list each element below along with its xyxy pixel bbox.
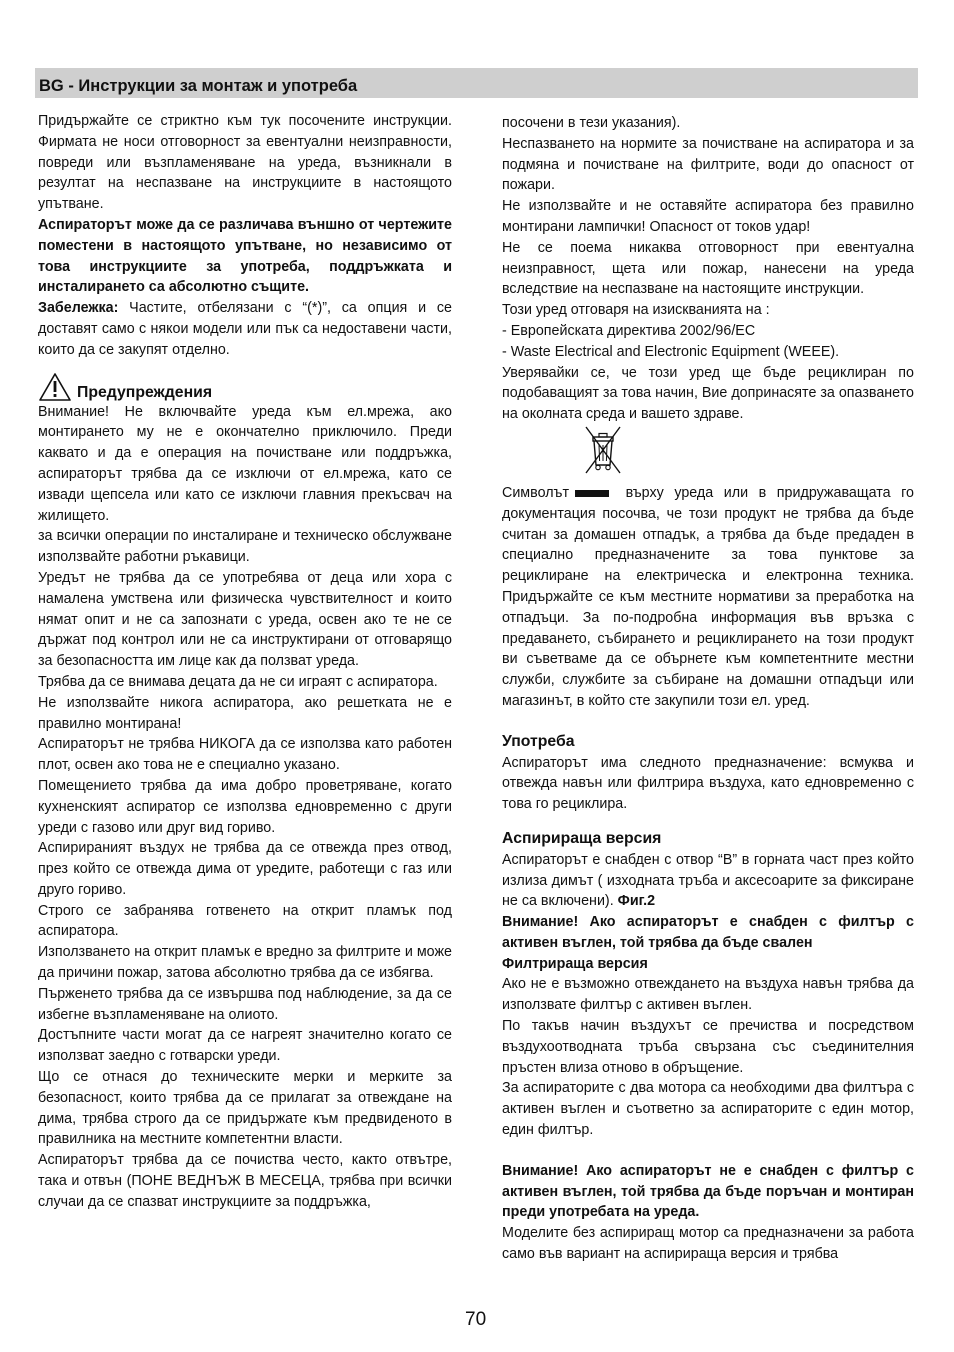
warning-paragraph: Не използвайте никога аспиратора, ако решетката не е правилно монтирана!	[38, 694, 452, 732]
spacer	[502, 815, 914, 829]
aspirating-paragraph	[502, 850, 914, 912]
left-column	[38, 111, 452, 1213]
intro-paragraph: Придържайте се стриктно към тук посочените инструкции. Фирмата не носи отговорност за евентуални неизправности, повреди или възпламеняване на уреда, възникнали в резултат на неспазване на инструкциите в настоящото упътване.	[38, 113, 452, 213]
warning-paragraph: Внимание! Не включвайте уреда към ел.мрежа, ако монтирането му не е окончателно приключило. Преди каквато и да е операция на почистване или поддръжка, аспираторът трябва да се изключи от ел.мрежа, като се извади щепсела или като се изключи главния прекъсвач на жилището.	[38, 403, 452, 524]
page-number: 70	[465, 1309, 487, 1330]
note-label: Забележка:	[38, 300, 119, 317]
warning-paragraph: за всички операции по инсталиране и техническо обслужване използвайте работни ръкавици.	[38, 528, 452, 566]
spacer	[502, 712, 914, 732]
warning-paragraph: Аспираторът трябва да се почиства често, както отвътре, така и отвън (ПОНЕ ВЕДНЪЖ В МЕСЕЦА, трябва при всички случаи да се спазват инструкциите за поддръжка,	[38, 1152, 452, 1210]
crossed-bin-icon	[582, 425, 624, 475]
filter-paragraph: Ако не е възможно отвеждането на въздуха навън трябва да използвате филтър с активен въглен.	[502, 976, 914, 1014]
final-paragraph: Моделите без аспириращ мотор са предназначени за работа само във вариант на аспирираща версия и трябва	[502, 1225, 914, 1263]
warning-triangle-icon	[38, 372, 72, 402]
filter-paragraph: За аспираторите с два мотора са необходими два филтъра с активен въглен и съответно за аспираторите с един мотор, един филтър.	[502, 1080, 914, 1139]
filter-paragraph: По такъв начин въздухът се пречиства и посредством въздухоотводната тръба свързана със съединителния пръстен влиза отново в обръщение.	[502, 1018, 914, 1076]
warnings-heading: Предупреждения	[77, 383, 213, 401]
warning-paragraph: Използването на открит пламък е вредно за филтрите и може да причини пожар, затова абсолютно трябва да се избягва.	[38, 944, 452, 982]
warning-paragraph: Помещението трябва да има добро проветряване, когато кухненският аспиратор се използва едновременно с други уреди с газово или друг вид гориво.	[38, 777, 452, 836]
text-paragraph: Не използвайте и не оставяйте аспиратора без правилно монтирани лампички! Опасност от токов удар!	[502, 198, 914, 235]
aspirating-version-heading: Аспирираща версия	[502, 829, 662, 847]
aspirating-text: Аспираторът е снабден с отвор “В” в горната част през който излиза димът ( изходната тръба и аксесоарите за фиксиране не са включени).	[502, 851, 914, 910]
page-header	[35, 68, 918, 98]
note-text: Частите, отбелязани с “(*)”, са опция и се доставят само с някои модели или пък са недоставени части, които да се закупят отделно.	[38, 300, 452, 358]
figure-reference: Фиг.2	[617, 893, 656, 910]
symbol-label: Символът	[502, 484, 570, 501]
warning-paragraph: Уредът не трябва да се употребява от деца или хора с намалена умствена или физическа чувствителност и които нямат опит и не са запознати с уреда, освен ако те не се държат под контрол или не са инструктирани от отговарящо за безопасността им лице как да ползват уреда.	[38, 569, 452, 670]
aspirating-warning: Внимание! Ако аспираторът е снабден с филтър с активен въглен, той трябва да бъде свален	[502, 914, 914, 951]
warning-paragraph: Строго се забранява готвенето на открит пламък под аспиратора.	[38, 902, 452, 940]
text-paragraph: Този уред отговаря на изискванията на :	[502, 302, 770, 319]
text-paragraph: Не се поема никаква отговорност при евентуална неизправност, щета или пожар, нанесени на уреда вследствие на неспазване на настоящите инструкции.	[502, 239, 914, 298]
symbol-text: върху уреда или в придружаващата го документация посочва, че този продукт не трябва да бъде считан за домашен отпадък, а трябва да бъде предаден в специално предназначените за това пунктове за рециклиране на електрическа и електронна техника. Придържайте се към местните нормативи за преработка на отпадъци. За по-подробна информация във връзка с предаването, събирането и рециклирането на този продукт ви съветваме да се обърнете към компетентните местни служби, службите за събиране на домашни отпадъци или магазинът, в който сте закупили този ел. уред.	[502, 484, 914, 709]
bold-notice: Аспираторът може да се различава външно от чертежите поместени в настоящото упътване, но независимо от това инструкциите за употреба, поддръжката и инсталирането са абсолютно същите.	[38, 216, 452, 296]
warning-paragraph: Трябва да се внимава децата да не си играят с аспиратора.	[38, 673, 438, 690]
usage-heading: Употреба	[502, 732, 575, 750]
weee-line: - Waste Electrical and Electronic Equipment (WEEE).	[502, 343, 840, 360]
black-bar-symbol	[575, 490, 609, 497]
text-paragraph: Неспазването на нормите за почистване на аспиратора и за подмяна и почистване на филтрите, води до опасност от пожари.	[502, 135, 914, 194]
symbol-paragraph	[502, 483, 914, 712]
warning-paragraph: Що се отнася до техническите мерки и мерките за безопасност, които трябва да се прилагат за отвеждане на дима, трябва строго да се придържате към предвиденото в правилника на местните компетентни власти.	[38, 1069, 452, 1148]
warnings-heading-row	[38, 372, 452, 402]
text-paragraph: посочени в тези указания).	[502, 115, 681, 131]
usage-paragraph: Аспираторът има следното предназначение: всмуква и отвежда навън или филтрира въздуха, като едновременно с това го рециклира.	[502, 754, 914, 813]
right-column	[502, 113, 914, 1265]
warning-paragraph: Аспирираният въздух не трябва да се отвежда през отвод, през който се отвежда дима от уредите, работещи с газ или друго гориво.	[38, 840, 452, 898]
header-title: BG - Инструкции за монтаж и употреба	[39, 77, 358, 95]
warning-paragraph: Пърженето трябва да се извършва под наблюдение, за да се избегне възпламеняване на олиото.	[38, 985, 452, 1023]
note-paragraph	[38, 298, 452, 360]
text-paragraph: Уверявайки се, че този уред ще бъде рециклиран по подобаващият за това начин, Вие допринасяте за опазването на околната среда и вашето здраве.	[502, 364, 914, 423]
final-warning: Внимание! Ако аспираторът не е снабден с филтър с активен въглен, той трябва да бъде поръчан и монтиран преди употребата на уреда.	[502, 1162, 914, 1221]
warning-paragraph: Аспираторът не трябва НИКОГА да се използва като работен плот, освен ако това не е специално указано.	[38, 736, 452, 774]
filtering-version-heading: Филтрираща версия	[502, 955, 648, 972]
spacer	[502, 1141, 914, 1161]
directive-line: - Европейската директива 2002/96/ЕС	[502, 322, 756, 339]
warning-paragraph: Достъпните части могат да се нагреят значително когато се използват заедно с готварски уреди.	[38, 1027, 452, 1065]
weee-symbol-area	[502, 425, 914, 483]
